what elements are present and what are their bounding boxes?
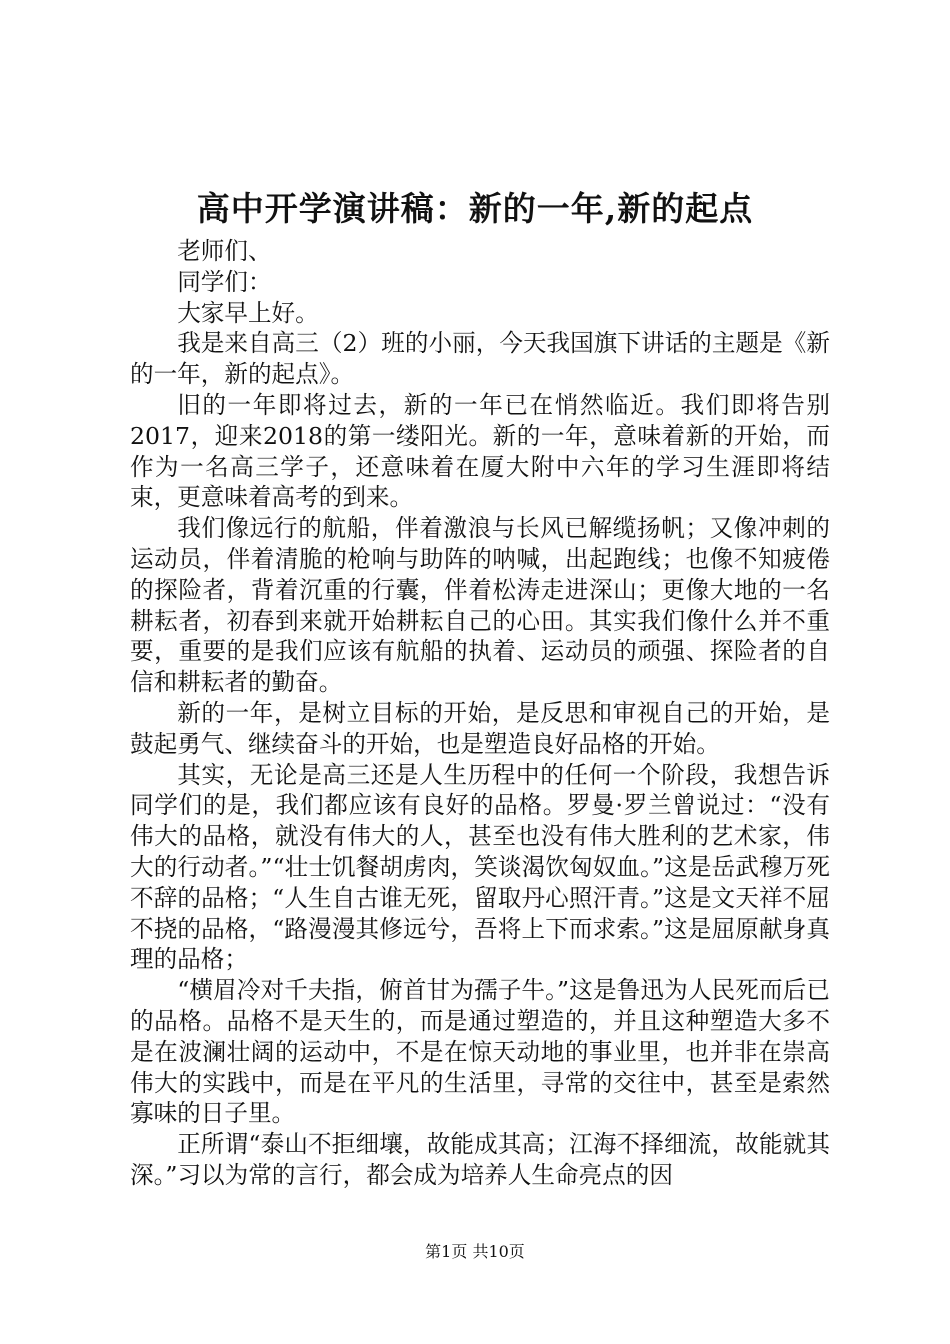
paragraph: 新的一年，是树立目标的开始，是反思和审视自己的开始，是鼓起勇气、继续奋斗的开始，也是塑造良好品格的开始。 — [130, 698, 830, 758]
paragraph: 大家早上好。 — [177, 298, 319, 327]
paragraph: 同学们： — [177, 267, 272, 296]
paragraph: 老师们、 — [177, 237, 272, 265]
document-title: 高中开学演讲稿：新的一年,新的起点 — [196, 189, 754, 228]
page-number: 第1页 共10页 — [425, 1242, 525, 1261]
document-body — [130, 236, 830, 1191]
paragraph: 我是来自高三（2）班的小丽，今天我国旗下讲话的主题是《新的一年，新的起点》。 — [130, 329, 830, 389]
paragraph: “横眉冷对千夫指，俯首甘为孺子牛。”这是鲁迅为人民死而后已的品格。品格不是天生的，而是通过塑造的，并且这种塑造大多不是在波澜壮阔的运动中，不是在惊天动地的事业里，也并非在崇高伟大的实践中，而是在平凡的生活里，寻常的交往中，甚至是索然寡味的日子里。 — [130, 976, 830, 1128]
paragraph: 正所谓“泰山不拒细壤，故能成其高；江海不择细流，故能就其深。”习以为常的言行，都会成为培养人生命亮点的因 — [130, 1130, 830, 1189]
paragraph: 我们像远行的航船，伴着激浪与长风已解缆扬帆；又像冲刺的运动员，伴着清脆的枪响与助阵的呐喊，出起跑线；也像不知疲倦的探险者，背着沉重的行囊，伴着松涛走进深山；更像大地的一名耕耘者，初春到来就开始耕耘自己的心田。其实我们像什么并不重要，重要的是我们应该有航船的执着、运动员的顽强、探险者的自信和耕耘者的勤奋。 — [130, 514, 830, 697]
paragraph: 其实，无论是高三还是人生历程中的任何一个阶段，我想告诉同学们的是，我们都应该有良好的品格。罗曼·罗兰曾说过：“没有伟大的品格，就没有伟大的人，甚至也没有伟大胜利的艺术家，伟大的行动者。”“壮士饥餐胡虏肉，笑谈渴饮匈奴血。”这是岳武穆万死不辞的品格；“人生自古谁无死，留取丹心照汗青。”这是文天祥不屈不挠的品格，“路漫漫其修远兮，吾将上下而求索。”这是屈原献身真理的品格； — [130, 760, 830, 974]
paragraph: 旧的一年即将过去，新的一年已在悄然临近。我们即将告别2017，迎来2018的第一缕阳光。新的一年，意味着新的开始，而作为一名高三学子，还意味着在厦大附中六年的学习生涯即将结束，更意味着高考的到来。 — [130, 390, 830, 512]
